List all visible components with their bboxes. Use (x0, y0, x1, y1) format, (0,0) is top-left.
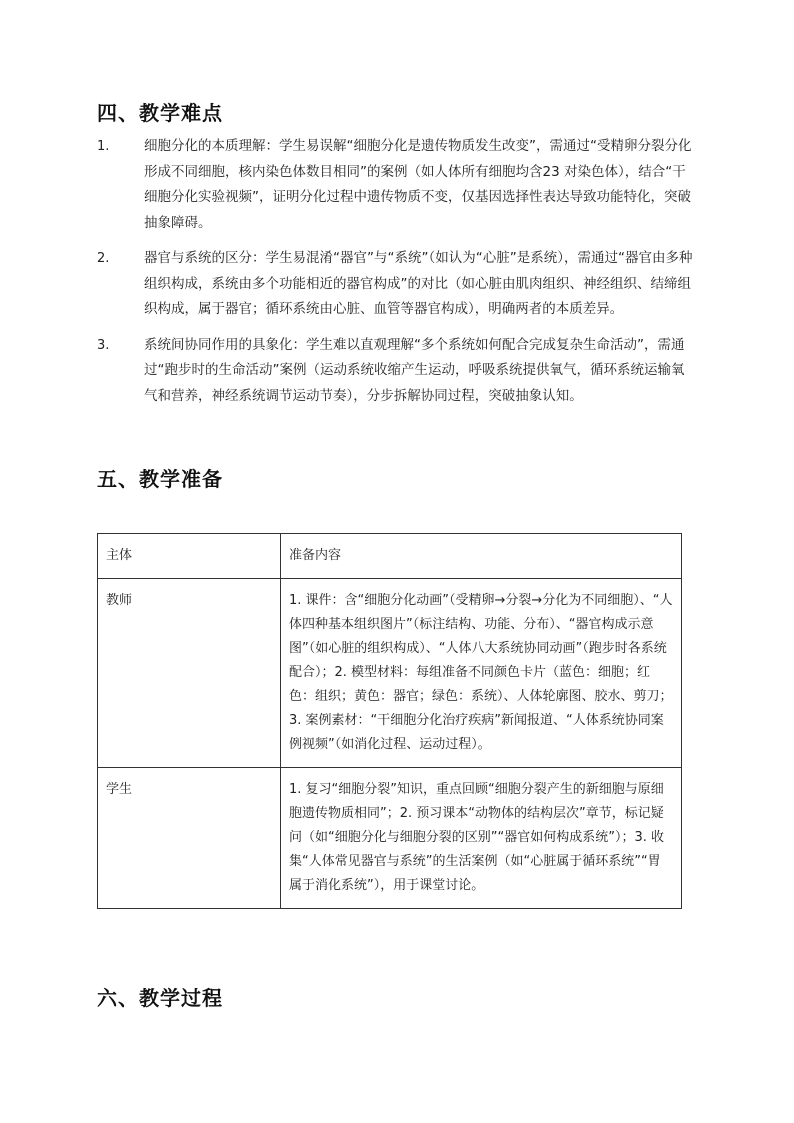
list-item (97, 134, 697, 236)
list-number: 1. (97, 139, 110, 154)
table-row (98, 579, 682, 768)
table-header-cell: 主体 (98, 534, 281, 579)
table-header-row (98, 534, 682, 579)
table-row (98, 768, 682, 909)
list-number: 2. (97, 251, 110, 266)
difficulties-list (97, 134, 697, 419)
section-heading-preparation: 五、教学准备 (97, 467, 223, 491)
preparation-table (97, 533, 682, 909)
list-item-text: 细胞分化的本质理解：学生易误解“细胞分化是遗传物质发生改变”，需通过“受精卵分裂分化形成不同细胞，核内染色体数目相同”的案例（如人体所有细胞均含23 对染色体），结合“干细胞分化实验视频”，证明分化过程中遗传物质不变，仅基因选择性表达导致功能特化，突破抽象障碍。 (144, 138, 692, 231)
table-cell-content: 1. 复习“细胞分裂”知识，重点回顾“细胞分裂产生的新细胞与原细胞遗传物质相同”；2. 预习课本“动物体的结构层次”章节，标记疑问（如“细胞分化与细胞分裂的区别”“器官如何构成系统”）；3. 收集“人体常见器官与系统”的生活案例（如“心脏属于循环系统”“胃属于消化系统”），用于课堂讨论。 (281, 768, 682, 909)
list-number: 3. (97, 337, 110, 353)
section-heading-difficulties: 四、教学难点 (97, 101, 223, 125)
list-item (97, 246, 697, 323)
list-item-text: 系统间协同作用的具象化：学生难以直观理解“多个系统如何配合完成复杂生命活动”，需通过“跑步时的生命活动”案例（运动系统收缩产生运动，呼吸系统提供氧气，循环系统运输氧气和营养，神经系统调节运动节奏），分步拆解协同过程，突破抽象认知。 (144, 336, 685, 404)
section-heading-process: 六、教学过程 (97, 986, 223, 1010)
table-cell-content: 1. 课件：含“细胞分化动画”（受精卵→分裂→分化为不同细胞）、“人体四种基本组织图片”（标注结构、功能、分布）、“器官构成示意图”（如心脏的组织构成）、“人体八大系统协同动画”（跑步时各系统配合）；2. 模型材料：每组准备不同颜色卡片（蓝色：细胞；红色：组织；黄色：器官；绿色：系统）、人体轮廓图、胶水、剪刀；3. 案例素材：“干细胞分化治疗疾病”新闻报道、“人体系统协同案例视频”（如消化过程、运动过程）。 (281, 579, 682, 768)
table-cell-subject: 学生 (98, 768, 281, 909)
list-item-text: 器官与系统的区分：学生易混淆“器官”与“系统”（如认为“心脏”是系统），需通过“器官由多种组织构成，系统由多个功能相近的器官构成”的对比（如心脏由肌肉组织、神经组织、结缔组织构成，属于器官；循环系统由心脏、血管等器官构成），明确两者的本质差异。 (144, 250, 693, 317)
list-item (97, 333, 697, 410)
table-cell-subject: 教师 (98, 579, 281, 768)
table-header-cell: 准备内容 (281, 534, 682, 579)
